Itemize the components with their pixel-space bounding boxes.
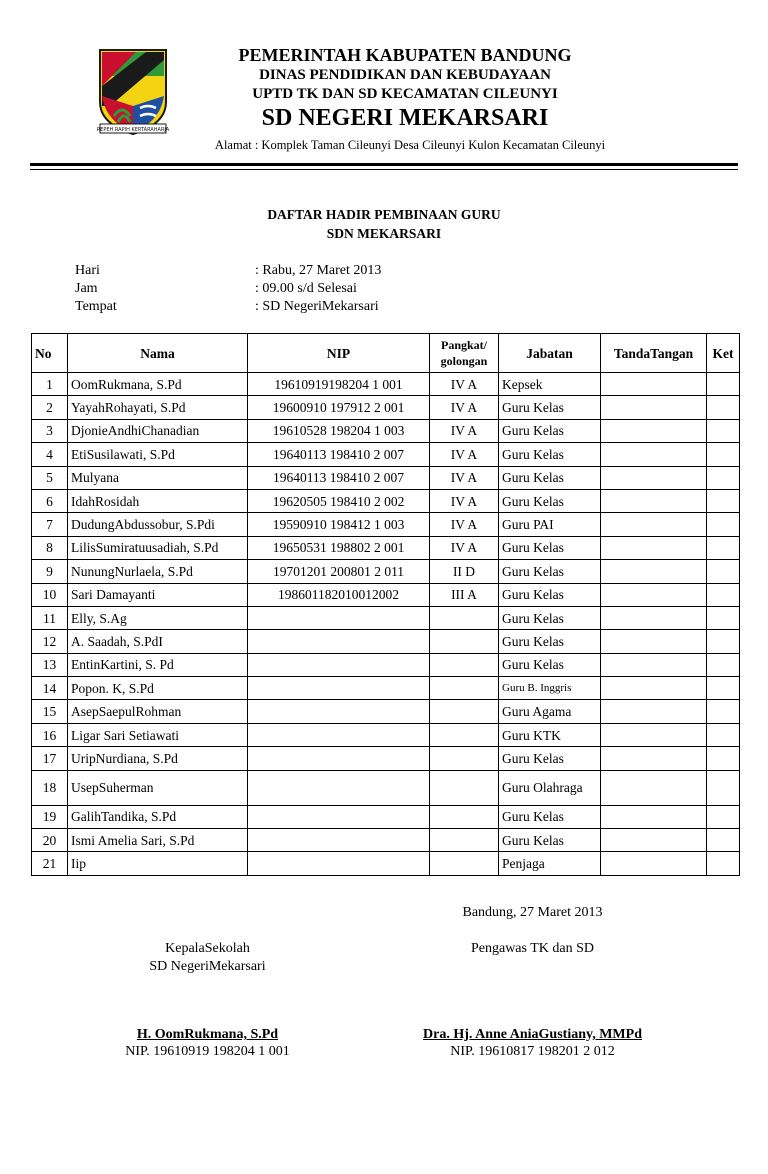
info-place-value: : SD NegeriMekarsari — [255, 299, 379, 314]
cell-golongan — [430, 653, 499, 676]
header-no: No — [32, 334, 68, 373]
cell-ket — [707, 677, 740, 700]
cell-tanda-tangan — [601, 700, 707, 723]
cell-nama: Ligar Sari Setiawati — [68, 723, 248, 746]
cell-ket — [707, 419, 740, 442]
cell-tanda-tangan — [601, 443, 707, 466]
cell-nip — [248, 770, 430, 805]
cell-jabatan: Guru B. Inggris — [499, 677, 601, 700]
cell-golongan — [430, 829, 499, 852]
cell-golongan: IV A — [430, 513, 499, 536]
cell-ket — [707, 373, 740, 396]
cell-nip: 19610528 198204 1 003 — [248, 419, 430, 442]
cell-nama: EntinKartini, S. Pd — [68, 653, 248, 676]
cell-golongan — [430, 805, 499, 828]
cell-jabatan: Kepsek — [499, 373, 601, 396]
cell-jabatan: Guru Olahraga — [499, 770, 601, 805]
cell-nama: Elly, S.Ag — [68, 606, 248, 629]
cell-ket — [707, 723, 740, 746]
cell-nip — [248, 677, 430, 700]
cell-no: 21 — [32, 852, 68, 875]
cell-nip — [248, 630, 430, 653]
cell-nip: 19620505 198410 2 002 — [248, 489, 430, 512]
cell-nama: Popon. K, S.Pd — [68, 677, 248, 700]
table-row — [32, 606, 740, 629]
cell-nip: 19640113 198410 2 007 — [248, 466, 430, 489]
table-row — [32, 373, 740, 396]
table-row — [32, 419, 740, 442]
cell-ket — [707, 700, 740, 723]
cell-jabatan: Guru Kelas — [499, 489, 601, 512]
meeting-info — [75, 262, 381, 316]
cell-no: 3 — [32, 419, 68, 442]
cell-tanda-tangan — [601, 829, 707, 852]
cell-tanda-tangan — [601, 466, 707, 489]
table-row — [32, 560, 740, 583]
cell-ket — [707, 513, 740, 536]
cell-no: 20 — [32, 829, 68, 852]
cell-jabatan: Penjaga — [499, 852, 601, 875]
cell-nama: A. Saadah, S.PdI — [68, 630, 248, 653]
cell-nama: GalihTandika, S.Pd — [68, 805, 248, 828]
right-role: Pengawas TK dan SD — [470, 941, 594, 956]
cell-ket — [707, 630, 740, 653]
cell-tanda-tangan — [601, 560, 707, 583]
cell-no: 15 — [32, 700, 68, 723]
cell-golongan: IV A — [430, 373, 499, 396]
table-row — [32, 829, 740, 852]
cell-jabatan: Guru Kelas — [499, 805, 601, 828]
cell-no: 4 — [32, 443, 68, 466]
attendance-body — [32, 373, 740, 876]
cell-jabatan: Guru Kelas — [499, 653, 601, 676]
cell-nama: Iip — [68, 852, 248, 875]
table-row — [32, 805, 740, 828]
cell-nip: 19701201 200801 2 011 — [248, 560, 430, 583]
info-day — [75, 262, 381, 280]
cell-ket — [707, 396, 740, 419]
cell-jabatan: Guru Kelas — [499, 419, 601, 442]
cell-golongan — [430, 852, 499, 875]
table-row — [32, 466, 740, 489]
cell-nama: YayahRohayati, S.Pd — [68, 396, 248, 419]
cell-jabatan: Guru KTK — [499, 723, 601, 746]
cell-no: 2 — [32, 396, 68, 419]
title-line1: DAFTAR HADIR PEMBINAAN GURU — [267, 207, 501, 222]
header-jabatan: Jabatan — [499, 334, 601, 373]
info-time-value: : 09.00 s/d Selesai — [255, 281, 357, 296]
cell-nama: UripNurdiana, S.Pd — [68, 747, 248, 770]
cell-ket — [707, 852, 740, 875]
cell-nama: Ismi Amelia Sari, S.Pd — [68, 829, 248, 852]
cell-nama: OomRukmana, S.Pd — [68, 373, 248, 396]
cell-nip — [248, 723, 430, 746]
table-row — [32, 536, 740, 559]
table-row — [32, 700, 740, 723]
cell-ket — [707, 583, 740, 606]
table-row — [32, 723, 740, 746]
cell-nama: LilisSumiratuusadiah, S.Pd — [68, 536, 248, 559]
cell-nama: UsepSuherman — [68, 770, 248, 805]
cell-nama: Sari Damayanti — [68, 583, 248, 606]
cell-tanda-tangan — [601, 852, 707, 875]
cell-tanda-tangan — [601, 677, 707, 700]
left-signatory-name: H. OomRukmana, S.Pd — [136, 1027, 279, 1042]
cell-jabatan: Guru PAI — [499, 513, 601, 536]
cell-nip — [248, 829, 430, 852]
table-row — [32, 630, 740, 653]
table-row — [32, 489, 740, 512]
cell-tanda-tangan — [601, 489, 707, 512]
cell-nama: NunungNurlaela, S.Pd — [68, 560, 248, 583]
cell-no: 5 — [32, 466, 68, 489]
cell-ket — [707, 466, 740, 489]
cell-tanda-tangan — [601, 653, 707, 676]
cell-nip — [248, 606, 430, 629]
cell-golongan: IV A — [430, 489, 499, 512]
cell-no: 6 — [32, 489, 68, 512]
cell-golongan: IV A — [430, 396, 499, 419]
header-tanda-tangan: TandaTangan — [601, 334, 707, 373]
cell-tanda-tangan — [601, 513, 707, 536]
cell-tanda-tangan — [601, 396, 707, 419]
header-pangkat-line2: golongan — [440, 354, 488, 368]
cell-jabatan: Guru Kelas — [499, 583, 601, 606]
cell-golongan: III A — [430, 583, 499, 606]
table-row — [32, 677, 740, 700]
cell-golongan: IV A — [430, 419, 499, 442]
cell-no: 12 — [32, 630, 68, 653]
document-title — [140, 205, 628, 243]
right-signatory-nip: NIP. 19610817 198201 2 012 — [450, 1044, 615, 1059]
cell-jabatan: Guru Agama — [499, 700, 601, 723]
header-line3: UPTD TK DAN SD KECAMATAN CILEUNYI — [252, 86, 558, 102]
cell-nip — [248, 700, 430, 723]
cell-jabatan: Guru Kelas — [499, 396, 601, 419]
cell-no: 1 — [32, 373, 68, 396]
cell-golongan: IV A — [430, 536, 499, 559]
cell-tanda-tangan — [601, 536, 707, 559]
info-time-label: Jam — [75, 281, 98, 296]
cell-no: 10 — [32, 583, 68, 606]
cell-ket — [707, 536, 740, 559]
cell-no: 18 — [32, 770, 68, 805]
cell-golongan — [430, 606, 499, 629]
cell-nama: IdahRosidah — [68, 489, 248, 512]
cell-jabatan: Guru Kelas — [499, 606, 601, 629]
logo-banner-text: REPEH RAPIH KERTARAHARJA — [96, 127, 170, 133]
cell-no: 17 — [32, 747, 68, 770]
table-row — [32, 443, 740, 466]
info-day-value: : Rabu, 27 Maret 2013 — [255, 263, 382, 278]
cell-nip: 19610919198204 1 001 — [248, 373, 430, 396]
cell-nip — [248, 852, 430, 875]
header-pangkat-line1: Pangkat/ — [440, 338, 487, 352]
cell-tanda-tangan — [601, 805, 707, 828]
title-line2: SDN MEKARSARI — [326, 226, 442, 241]
left-signatory-nip: NIP. 19610919 198204 1 001 — [125, 1044, 290, 1059]
cell-golongan — [430, 700, 499, 723]
cell-golongan — [430, 747, 499, 770]
cell-golongan: II D — [430, 560, 499, 583]
table-row — [32, 747, 740, 770]
cell-no: 11 — [32, 606, 68, 629]
cell-ket — [707, 770, 740, 805]
cell-no: 14 — [32, 677, 68, 700]
cell-nip: 198601182010012002 — [248, 583, 430, 606]
cell-tanda-tangan — [601, 583, 707, 606]
header-pangkat — [430, 334, 499, 373]
cell-tanda-tangan — [601, 770, 707, 805]
info-place-label: Tempat — [75, 299, 117, 314]
cell-jabatan: Guru Kelas — [499, 747, 601, 770]
info-day-label: Hari — [75, 263, 100, 278]
table-row — [32, 770, 740, 805]
header-nama: Nama — [68, 334, 248, 373]
letterhead — [170, 44, 640, 132]
info-place — [75, 298, 381, 316]
cell-nama: AsepSaepulRohman — [68, 700, 248, 723]
cell-nip — [248, 747, 430, 770]
cell-nip: 19640113 198410 2 007 — [248, 443, 430, 466]
school-name: SD NEGERI MEKARSARI — [261, 105, 549, 131]
cell-nip: 19650531 198802 2 001 — [248, 536, 430, 559]
header-line2: DINAS PENDIDIKAN DAN KEBUDAYAAN — [259, 67, 551, 83]
cell-ket — [707, 653, 740, 676]
cell-golongan — [430, 770, 499, 805]
right-signatory-name: Dra. Hj. Anne AniaGustiany, MMPd — [423, 1027, 642, 1042]
cell-jabatan: Guru Kelas — [499, 536, 601, 559]
cell-nama: DjonieAndhiChanadian — [68, 419, 248, 442]
cell-nama: EtiSusilawati, S.Pd — [68, 443, 248, 466]
cell-tanda-tangan — [601, 373, 707, 396]
cell-nip: 19590910 198412 1 003 — [248, 513, 430, 536]
cell-jabatan: Guru Kelas — [499, 829, 601, 852]
cell-ket — [707, 829, 740, 852]
kabupaten-bandung-logo — [96, 46, 170, 136]
cell-jabatan: Guru Kelas — [499, 443, 601, 466]
cell-tanda-tangan — [601, 723, 707, 746]
table-row — [32, 653, 740, 676]
cell-jabatan: Guru Kelas — [499, 560, 601, 583]
cell-no: 8 — [32, 536, 68, 559]
attendance-table — [31, 333, 740, 876]
cell-nip — [248, 805, 430, 828]
cell-ket — [707, 560, 740, 583]
cell-ket — [707, 606, 740, 629]
cell-nip — [248, 653, 430, 676]
sign-date: Bandung, 27 Maret 2013 — [462, 905, 603, 920]
header-line1: PEMERINTAH KABUPATEN BANDUNG — [238, 45, 572, 65]
cell-ket — [707, 489, 740, 512]
school-address: Alamat : Komplek Taman Cileunyi Desa Cileunyi Kulon Kecamatan Cileunyi — [214, 138, 606, 152]
header-rule-thick — [30, 163, 738, 166]
header-ket: Ket — [707, 334, 740, 373]
table-row — [32, 583, 740, 606]
table-header-row — [32, 334, 740, 373]
cell-no: 9 — [32, 560, 68, 583]
cell-ket — [707, 443, 740, 466]
cell-no: 16 — [32, 723, 68, 746]
info-time — [75, 280, 381, 298]
cell-no: 13 — [32, 653, 68, 676]
cell-golongan — [430, 630, 499, 653]
left-role-2: SD NegeriMekarsari — [149, 959, 266, 974]
cell-golongan: IV A — [430, 466, 499, 489]
cell-no: 19 — [32, 805, 68, 828]
table-row — [32, 396, 740, 419]
cell-jabatan: Guru Kelas — [499, 466, 601, 489]
sign-left-block — [100, 922, 315, 976]
cell-golongan — [430, 677, 499, 700]
cell-jabatan: Guru Kelas — [499, 630, 601, 653]
header-rule-thin — [30, 169, 738, 170]
cell-nama: Mulyana — [68, 466, 248, 489]
cell-tanda-tangan — [601, 747, 707, 770]
header-nip: NIP — [248, 334, 430, 373]
cell-no: 7 — [32, 513, 68, 536]
cell-ket — [707, 747, 740, 770]
cell-golongan — [430, 723, 499, 746]
cell-tanda-tangan — [601, 419, 707, 442]
cell-nama: DudungAbdussobur, S.Pdi — [68, 513, 248, 536]
cell-tanda-tangan — [601, 606, 707, 629]
cell-tanda-tangan — [601, 630, 707, 653]
table-row — [32, 852, 740, 875]
table-row — [32, 513, 740, 536]
cell-nip: 19600910 197912 2 001 — [248, 396, 430, 419]
left-role-1: KepalaSekolah — [165, 941, 250, 956]
cell-ket — [707, 805, 740, 828]
cell-golongan: IV A — [430, 443, 499, 466]
sign-right-block — [420, 922, 645, 958]
